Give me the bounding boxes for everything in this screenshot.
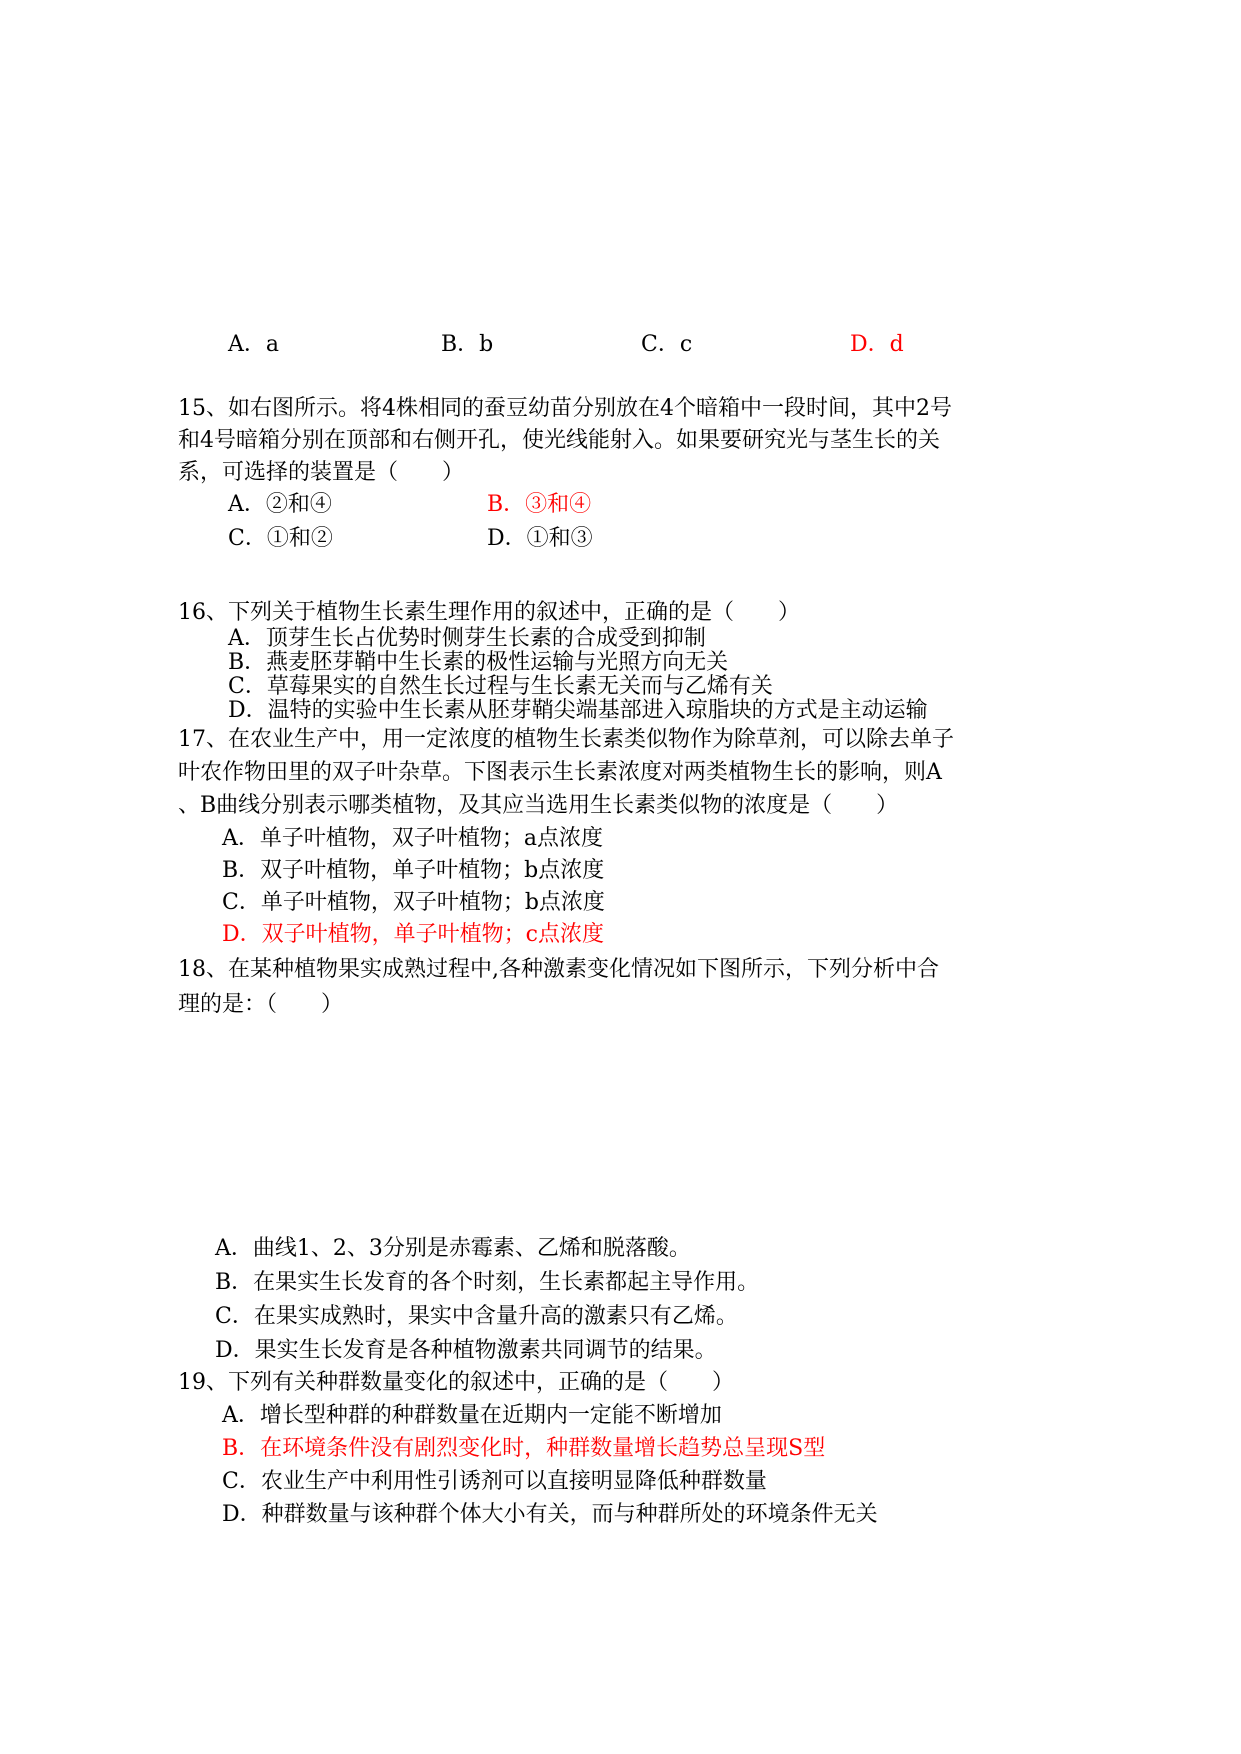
q17-stem-line-2: 叶农作物田里的双子叶杂草。下图表示生长素浓度对两类植物生长的影响，则A [178, 760, 942, 785]
q14-option-b: B．b [441, 332, 494, 357]
q19-stem: 19、下列有关种群数量变化的叙述中，正确的是（ ） [178, 1370, 734, 1395]
q15-option-a: A．②和④ [228, 492, 332, 517]
q14-option-c: C．c [641, 332, 693, 357]
q16-option-c: C．草莓果实的自然生长过程与生长素无关而与乙烯有关 [228, 674, 773, 699]
q15-option-d: D．①和③ [487, 526, 593, 551]
q14-option-a: A．a [228, 332, 280, 357]
q17-option-c: C．单子叶植物，双子叶植物；b点浓度 [222, 890, 605, 915]
q17-stem-line-3: 、B曲线分别表示哪类植物，及其应当选用生长素类似物的浓度是（ ） [178, 793, 899, 818]
q17-stem-line-1: 17、在农业生产中，用一定浓度的植物生长素类似物作为除草剂，可以除去单子 [178, 727, 954, 752]
q18-option-a: A．曲线1、2、3分别是赤霉素、乙烯和脱落酸。 [215, 1236, 691, 1261]
q19-option-b-answer: B．在环境条件没有剧烈变化时，种群数量增长趋势总呈现S型 [222, 1436, 826, 1461]
q16-stem: 16、下列关于植物生长素生理作用的叙述中，正确的是（ ） [178, 600, 800, 625]
q16-option-b: B．燕麦胚芽鞘中生长素的极性运输与光照方向无关 [228, 650, 729, 675]
q15-option-b-answer: B．③和④ [487, 492, 592, 517]
q17-option-d-answer: D．双子叶植物，单子叶植物；c点浓度 [222, 922, 604, 947]
q19-option-a: A．增长型种群的种群数量在近期内一定能不断增加 [222, 1403, 722, 1428]
q18-stem-line-1: 18、在某种植物果实成熟过程中,各种激素变化情况如下图所示，下列分析中合 [178, 957, 939, 982]
q17-option-b: B．双子叶植物，单子叶植物；b点浓度 [222, 858, 605, 883]
q15-stem-line-1: 15、如右图所示。将4株相同的蚕豆幼苗分别放在4个暗箱中一段时间，其中2号 [178, 396, 952, 421]
q18-option-d: D．果实生长发育是各种植物激素共同调节的结果。 [215, 1338, 717, 1363]
q18-stem-line-2: 理的是：（ ） [178, 992, 344, 1017]
q19-option-d: D．种群数量与该种群个体大小有关，而与种群所处的环境条件无关 [222, 1502, 878, 1527]
q17-option-a: A．单子叶植物，双子叶植物；a点浓度 [222, 826, 604, 851]
q15-stem-line-2: 和4号暗箱分别在顶部和右侧开孔，使光线能射入。如果要研究光与茎生长的关 [178, 428, 940, 453]
q18-option-b: B．在果实生长发育的各个时刻，生长素都起主导作用。 [215, 1270, 760, 1295]
q14-option-d-answer: D．d [850, 332, 904, 357]
q16-option-a: A．顶芽生长占优势时侧芽生长素的合成受到抑制 [228, 626, 706, 651]
q19-option-c: C．农业生产中利用性引诱剂可以直接明显降低种群数量 [222, 1469, 767, 1494]
q15-option-c: C．①和② [228, 526, 333, 551]
q15-stem-line-3: 系，可选择的装置是（ ） [178, 460, 465, 485]
q16-option-d: D．温特的实验中生长素从胚芽鞘尖端基部进入琼脂块的方式是主动运输 [228, 698, 928, 723]
q18-option-c: C．在果实成熟时，果实中含量升高的激素只有乙烯。 [215, 1304, 738, 1329]
